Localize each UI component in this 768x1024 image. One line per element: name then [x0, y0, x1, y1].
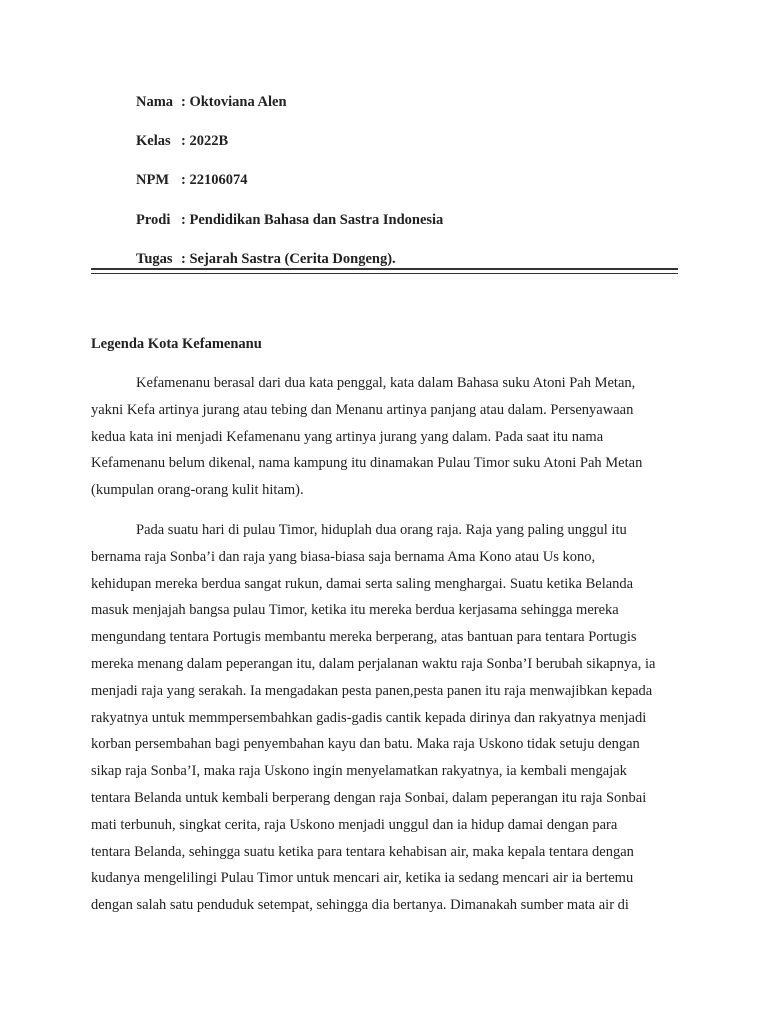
paragraph-line: korban persembahan bagi penyembahan kayu dan batu. Maka raja Uskono tidak setuju dengan: [91, 736, 640, 753]
paragraph-line: sikap raja Sonba’I, maka raja Uskono ingin menyelamatkan rakyatnya, ia kembali mengajak: [91, 763, 627, 780]
class-label: Kelas: [136, 133, 171, 149]
paragraph-line: kehidupan mereka berdua sangat rukun, damai serta saling menghargai. Suatu ketika Belanda: [91, 575, 634, 592]
paragraph-line: Pada suatu hari di pulau Timor, hiduplah dua orang raja. Raja yang paling unggul itu: [136, 522, 627, 538]
paragraph-line: (kumpulan orang-orang kulit hitam).: [91, 482, 304, 499]
paragraph-1: [91, 370, 681, 504]
paragraph-line: mati terbunuh, singkat cerita, raja Uskono menjadi unggul dan ia hidup damai dengan para: [91, 816, 618, 833]
paragraph-line: tentara Belanda, sehingga suatu ketika para tentara kehabisan air, maka kepala tentara dengan: [91, 843, 634, 860]
header-divider-thin: [91, 273, 678, 274]
study-program-separator: :: [181, 212, 186, 228]
paragraph-line: Kefamenanu berasal dari dua kata penggal, kata dalam Bahasa suku Atoni Pah Metan,: [136, 375, 636, 391]
paragraph-2: [91, 517, 681, 919]
name-label: Nama: [136, 94, 174, 110]
paragraph-line: tentara Belanda untuk kembali berperang dengan raja Sonbai, dalam peperangan itu raja Sonbai: [91, 789, 647, 806]
name-value: Oktoviana Alen: [189, 94, 287, 110]
paragraph-line: masuk menjajah bangsa pulau Timor, ketika itu mereka berdua kerjasama sehingga mereka: [91, 602, 619, 619]
study-program-value: Pendidikan Bahasa dan Sastra Indonesia: [189, 212, 444, 228]
assignment-value: Sejarah Sastra (Cerita Dongeng).: [189, 251, 396, 267]
paragraph-line: kudanya mengelilingi Pulau Timor untuk mencari air, ketika ia sedang mencari air ia bertemu: [91, 870, 634, 887]
class-row: [136, 133, 228, 150]
npm-row: [136, 172, 247, 189]
name-row: [136, 94, 287, 111]
class-value: 2022B: [189, 133, 229, 149]
paragraph-line: mengundang tentara Portugis membantu mereka berperang, atas bantuan para tentara Portugis: [91, 629, 637, 646]
study-program-label: Prodi: [136, 212, 171, 228]
assignment-separator: :: [181, 251, 186, 267]
assignment-label: Tugas: [136, 251, 173, 267]
paragraph-line: kedua kata ini menjadi Kefamenanu yang artinya jurang yang dalam. Pada saat itu nama: [91, 428, 604, 445]
paragraph-line: yakni Kefa artinya jurang atau tebing dan Menanu artinya panjang atau dalam. Persenyawaan: [91, 401, 634, 418]
document-title: Legenda Kota Kefamenanu: [91, 336, 262, 352]
paragraph-line: bernama raja Sonba’i dan raja yang biasa-biasa saja bernama Ama Kono atau Us kono,: [91, 548, 596, 565]
assignment-row: [136, 251, 396, 268]
npm-value: 22106074: [189, 172, 248, 188]
paragraph-line: Kefamenanu belum dikenal, nama kampung itu dinamakan Pulau Timor suku Atoni Pah Metan: [91, 455, 643, 472]
paragraph-line: rakyatnya untuk memmpersembahkan gadis-gadis cantik kepada dirinya dan rakyatnya menjadi: [91, 709, 647, 726]
npm-separator: :: [181, 172, 186, 188]
npm-label: NPM: [136, 172, 170, 188]
class-separator: :: [181, 133, 186, 149]
study-program-row: [136, 212, 443, 229]
header-divider-thick: [91, 268, 678, 270]
paragraph-line: mereka menang dalam peperangan itu, dalam perjalanan waktu raja Sonba’I berubah sikapnya, ia: [91, 655, 656, 672]
paragraph-line: dengan salah satu penduduk setempat, sehingga dia bertanya. Dimanakah sumber mata air di: [91, 897, 629, 914]
name-separator: :: [181, 94, 186, 110]
paragraph-line: menjadi raja yang serakah. Ia mengadakan pesta panen,pesta panen itu raja menwajibkan kepada: [91, 682, 653, 699]
